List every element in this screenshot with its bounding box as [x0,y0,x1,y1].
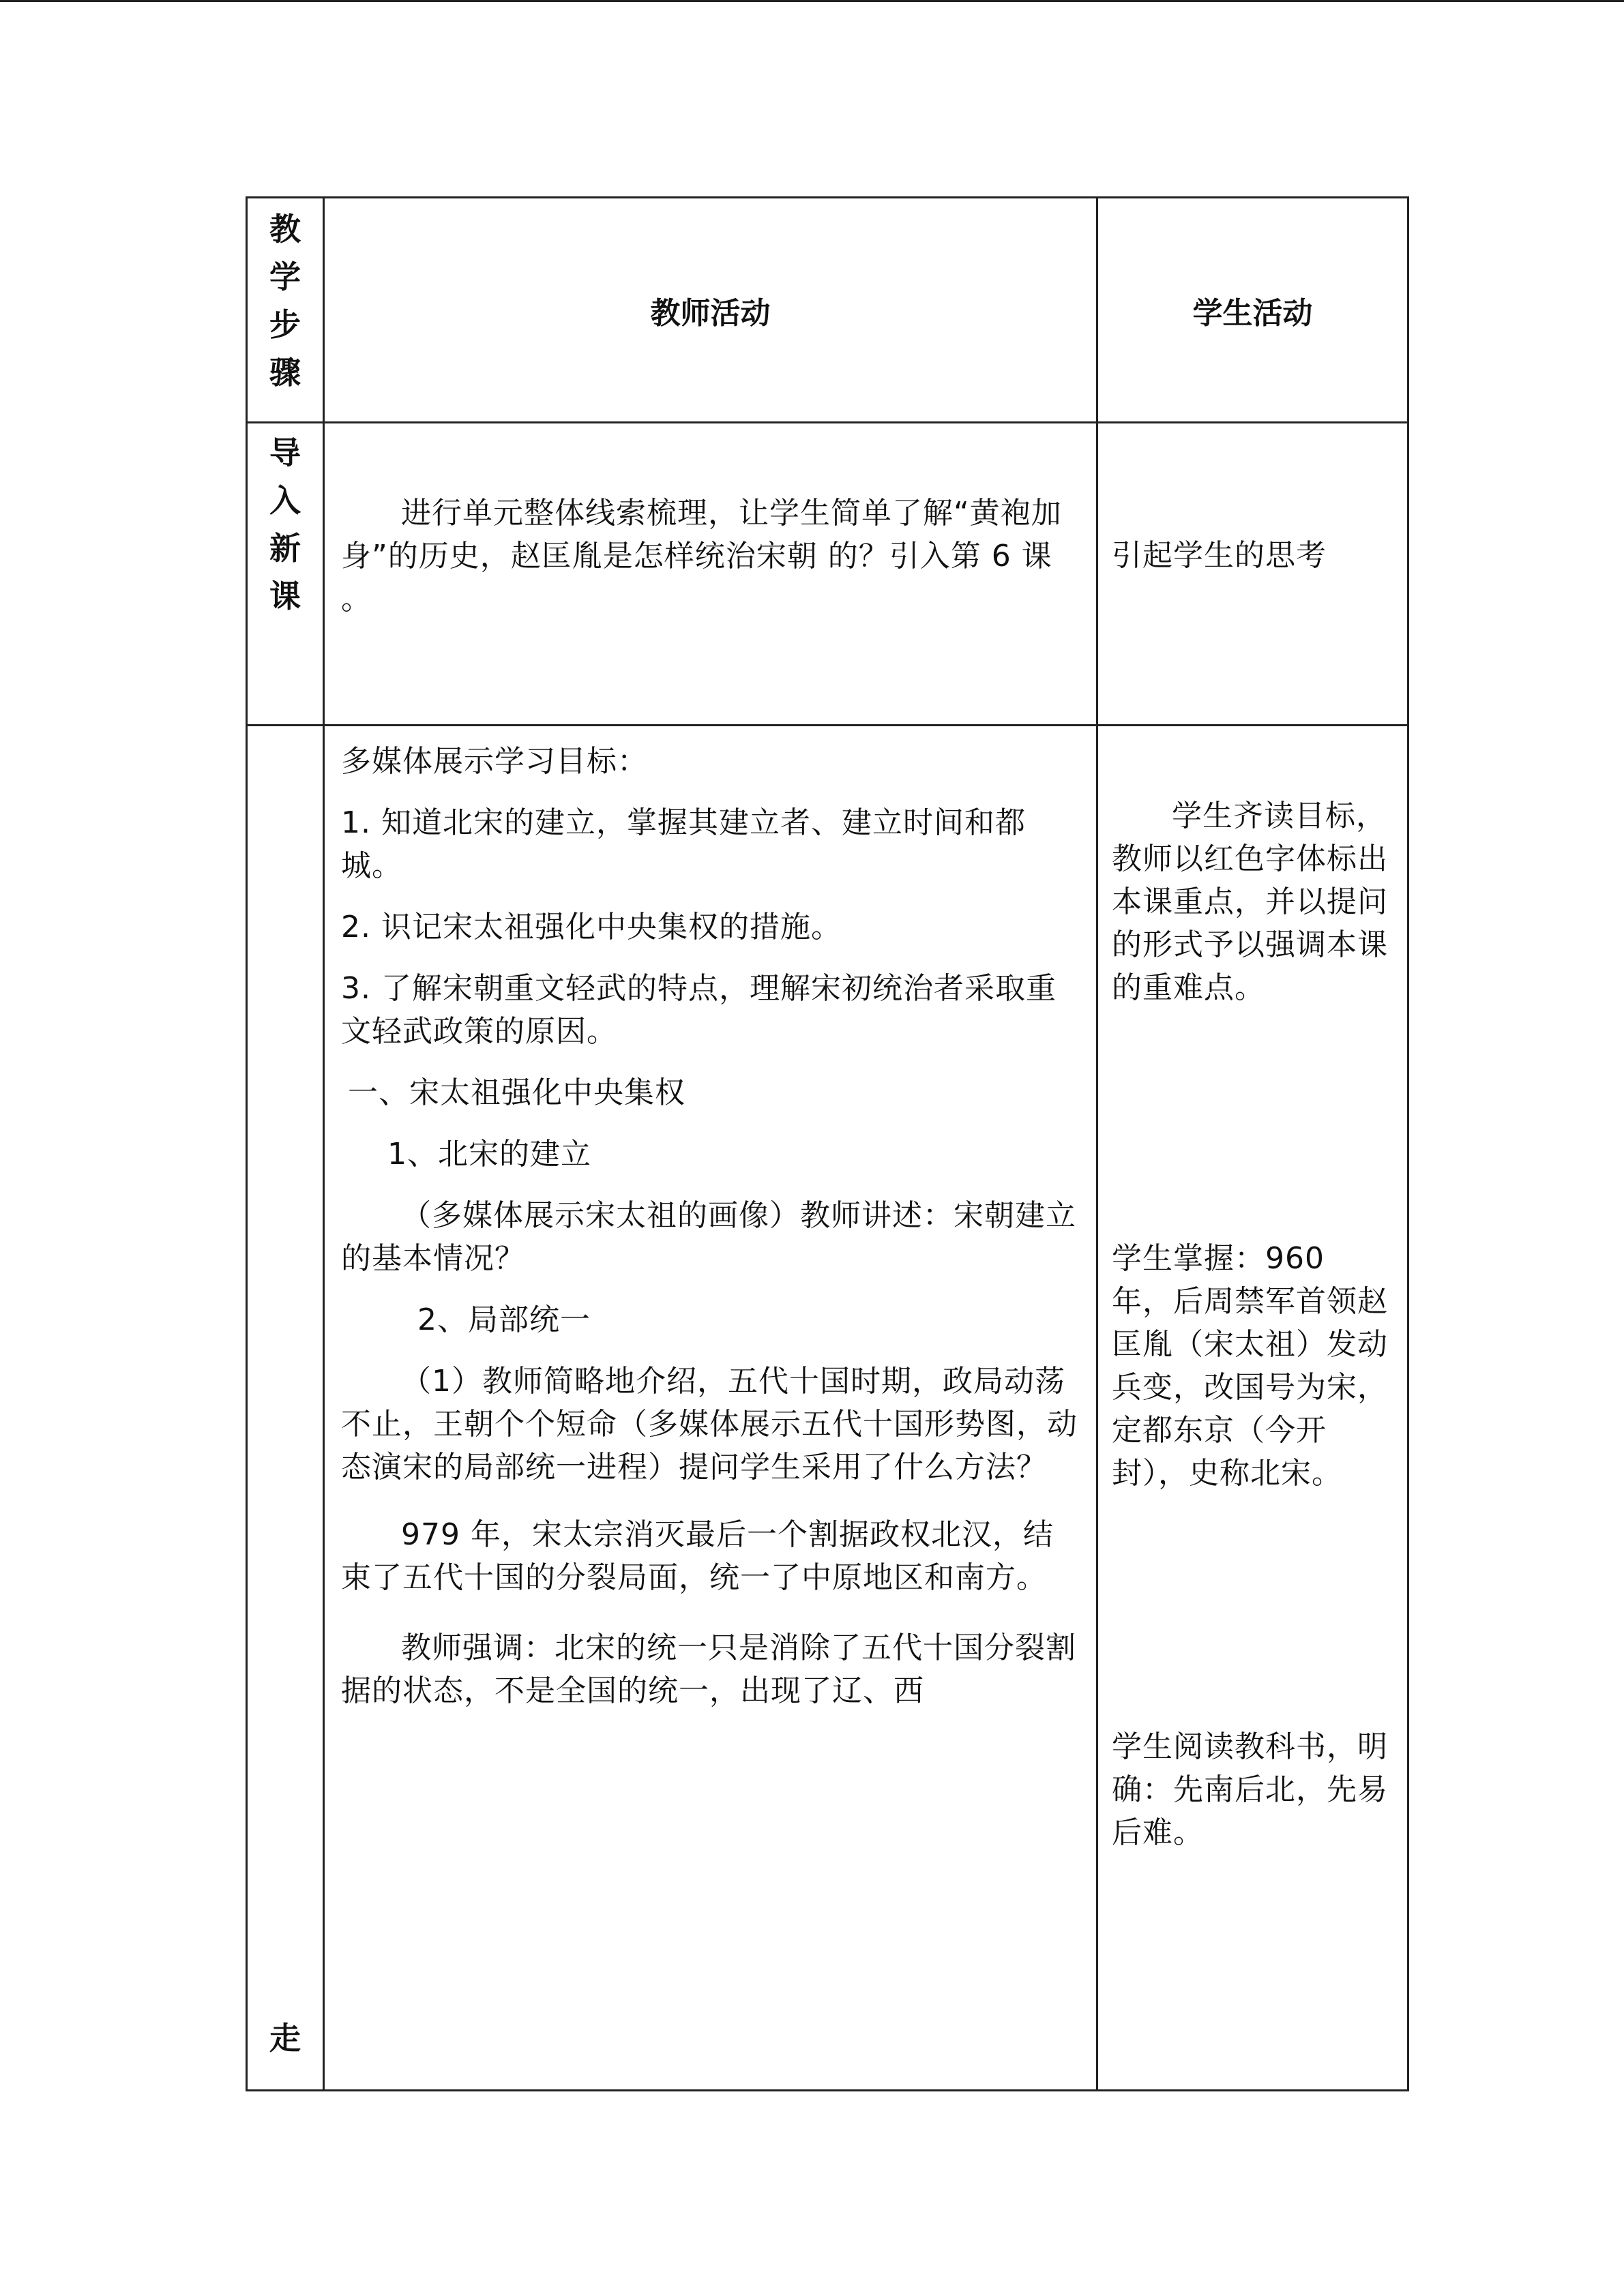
main-row [247,726,1408,2091]
teacher-text-subsection-1: 1、北宋的建立 [387,1137,591,1172]
lesson-plan-table [246,196,1409,2091]
teacher-text-partial-unification: （1）教师简略地介绍，五代十国时期，政局动荡不止，王朝个个短命（多媒体展示五代十国形势图，动态演宋的局部统一进程）提问学生采用了什么方法？ [341,1364,1078,1485]
header-step-char: 骤 [269,354,301,391]
teacher-text-section-1: 一、宋太祖强化中央集权 [348,1075,685,1110]
teacher-text-objective-2: 2. 识记宋太祖强化中央集权的措施。 [341,910,842,944]
header-step-char: 步 [269,306,301,343]
intro-step-cell [247,423,324,726]
teacher-text-emphasis: 教师强调：北宋的统一只是消除了五代十国分裂割据的状态，不是全国的统一，出现了辽、西 [341,1630,1076,1708]
intro-step-char: 课 [269,578,301,614]
teacher-text-979: 979 年，宋太宗消灭最后一个割据政权北汉，结束了五代十国的分裂局面，统一了中原地区和南方。 [341,1517,1054,1595]
intro-teacher-text: 进行单元整体线索梳理，让学生简单了解“黄袍加身”的历史，赵匡胤是怎样统治宋朝 的？引入第 6 课 。 [341,496,1062,616]
intro-student-text: 引起学生的思考 [1112,538,1327,573]
main-teacher-cell [324,726,1097,2091]
header-row [247,198,1408,423]
student-text-read-objectives: 学生齐读目标，教师以红色字体标出本课重点，并以提问的形式予以强调本课的重难点。 [1112,799,1388,1005]
student-text-reading: 学生阅读教科书，明确：先南后北，先易后难。 [1112,1729,1388,1850]
teacher-text-objectives-title: 多媒体展示学习目标： [341,744,648,779]
main-student-cell [1097,726,1408,2091]
teacher-text-objective-3: 3. 了解宋朝重文轻武的特点，理解宋初统治者采取重文轻武政策的原因。 [341,971,1057,1049]
teacher-text-song-founding: （多媒体展示宋太祖的画像）教师讲述：宋朝建立的基本情况？ [341,1198,1076,1276]
teacher-activity-header: 教师活动 [324,198,1097,423]
header-step-char: 教 [269,211,301,248]
intro-step-label [248,423,323,620]
header-step-cell [247,198,324,423]
intro-teacher-cell [324,423,1097,726]
top-border-rule [0,0,1624,2]
main-step-char: 走 [269,2020,301,2057]
intro-step-char: 导 [269,434,301,471]
intro-step-char: 入 [269,482,301,519]
main-step-cell [247,726,324,2091]
student-text-song-founding: 学生掌握：960 年，后周禁军首领赵匡胤（宋太祖）发动兵变，改国号为宋，定都东京（今开封），史称北宋。 [1112,1241,1388,1491]
intro-student-cell [1097,423,1408,726]
teacher-text-subsection-2: 2、局部统一 [417,1302,591,1337]
student-activity-header: 学生活动 [1097,198,1408,423]
header-step-char: 学 [269,258,301,295]
teacher-text-objective-1: 1. 知道北宋的建立，掌握其建立者、建立时间和都城。 [341,805,1026,883]
intro-row [247,423,1408,726]
intro-step-char: 新 [269,530,301,567]
header-step-label [248,198,323,396]
